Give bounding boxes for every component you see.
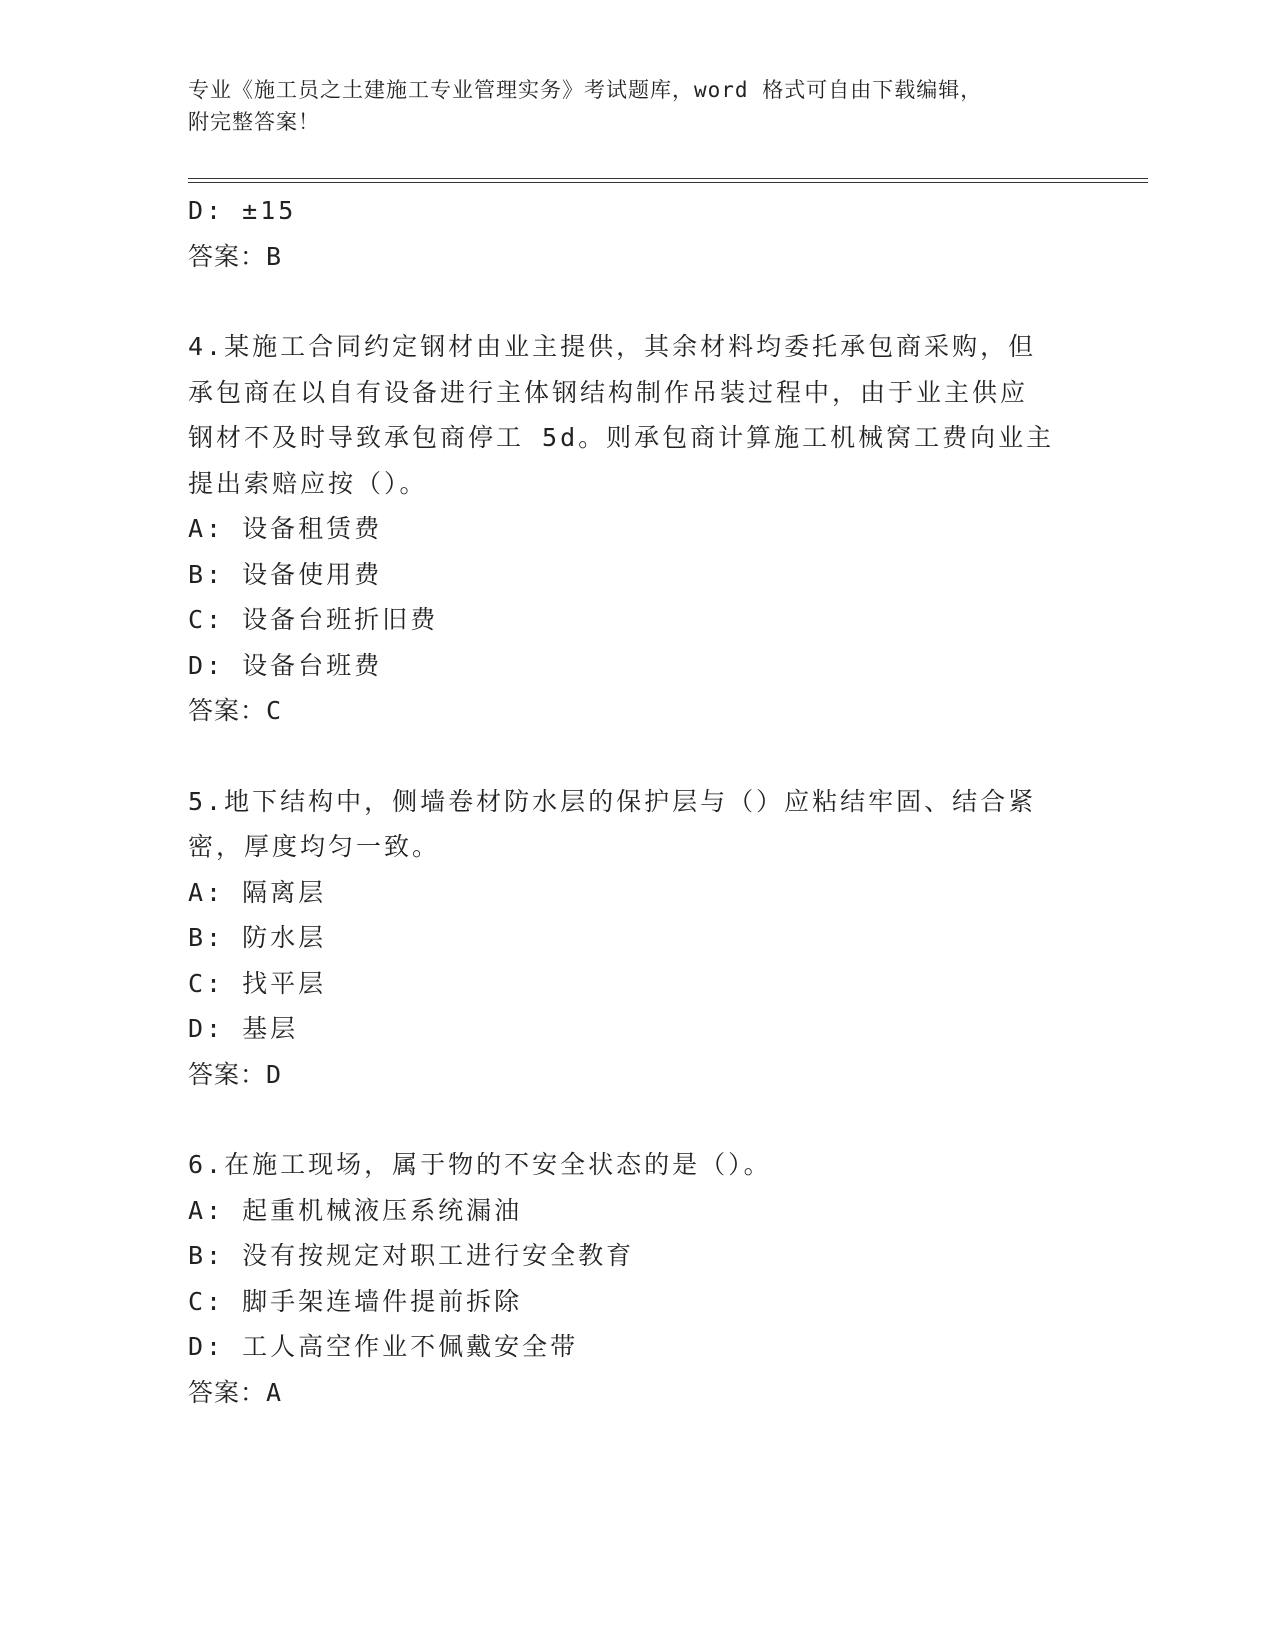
answer-value: A — [266, 1377, 284, 1407]
question-text-line: 承包商在以自有设备进行主体钢结构制作吊装过程中，由于业主供应 — [188, 377, 1029, 407]
option-c: C: 脚手架连墙件提前拆除 — [188, 1286, 523, 1316]
question-text-line: 提出索赔应按（）。 — [188, 468, 428, 498]
option-a: A: 设备租赁费 — [188, 514, 383, 543]
answer-line — [188, 234, 1068, 280]
option-d: D: 设备台班费 — [188, 650, 383, 680]
question-3-tail — [188, 188, 1068, 279]
option-d: D: ±15 — [188, 196, 297, 225]
option-b: B: 没有按规定对职工进行安全教育 — [188, 1241, 635, 1270]
answer-value: C — [266, 696, 284, 725]
question-4 — [188, 324, 1068, 734]
answer-label: 答案： — [188, 1377, 267, 1407]
question-text-line: 6.在施工现场，属于物的不安全状态的是（）。 — [188, 1150, 772, 1179]
answer-line — [188, 1370, 1068, 1416]
header-divider — [188, 178, 1148, 183]
option-c: C: 设备台班折旧费 — [188, 605, 439, 634]
answer-label: 答案： — [188, 241, 267, 271]
option-a: A: 隔离层 — [188, 877, 327, 907]
header-line-2: 附完整答案！ — [188, 110, 320, 134]
header-line-1: 专业《施工员之土建施工专业管理实务》考试题库，word 格式可自由下载编辑， — [188, 78, 983, 102]
question-text-line: 4.某施工合同约定钢材由业主提供，其余材料均委托承包商采购，但 — [188, 332, 1037, 361]
question-text-line: 钢材不及时导致承包商停工 5d。则承包商计算施工机械窝工费向业主 — [188, 423, 1055, 452]
option-b: B: 设备使用费 — [188, 559, 383, 589]
answer-line — [188, 1052, 1068, 1098]
answer-value: B — [266, 241, 284, 271]
answer-line — [188, 688, 1068, 734]
document-header — [188, 74, 1068, 138]
answer-label: 答案： — [188, 696, 267, 725]
answer-label: 答案： — [188, 1059, 267, 1089]
answer-value: D — [266, 1059, 284, 1089]
question-6 — [188, 1142, 1068, 1415]
option-d: D: 基层 — [188, 1014, 299, 1043]
option-d: D: 工人高空作业不佩戴安全带 — [188, 1332, 579, 1361]
option-a: A: 起重机械液压系统漏油 — [188, 1195, 523, 1225]
question-text-line: 5.地下结构中，侧墙卷材防水层的保护层与（）应粘结牢固、结合紧 — [188, 786, 1037, 816]
question-5 — [188, 779, 1068, 1098]
document-body — [188, 188, 1068, 1460]
question-text-line: 密，厚度均匀一致。 — [188, 832, 441, 861]
option-b: B: 防水层 — [188, 923, 327, 952]
option-c: C: 找平层 — [188, 968, 327, 998]
